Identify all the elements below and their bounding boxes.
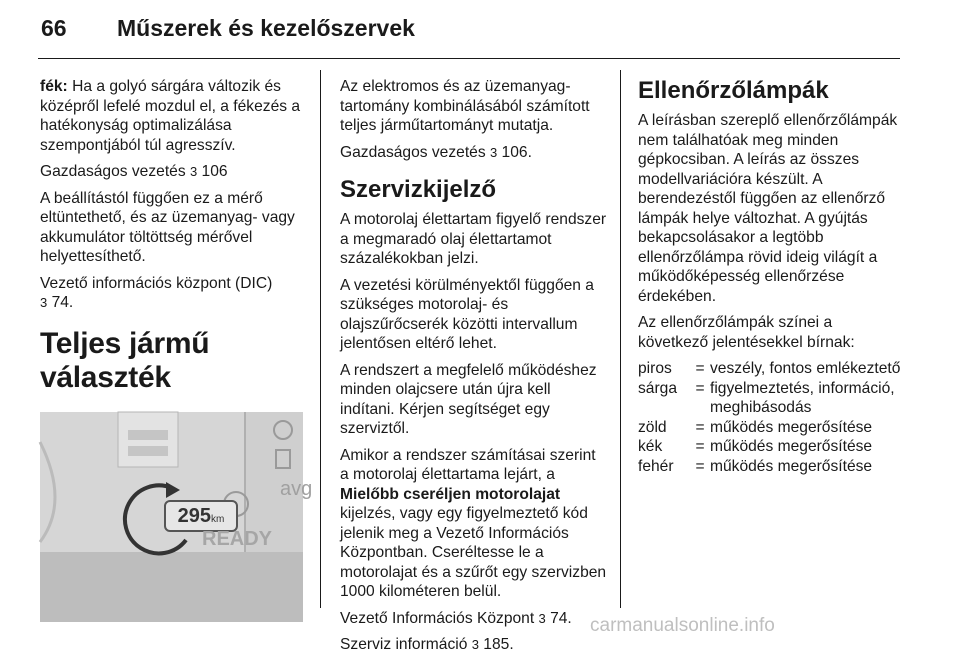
- paragraph: Az ellenőrzőlámpák színei a következő jelentésekkel bírnak:: [638, 314, 855, 351]
- paragraph: A motorolaj élettartam figyelő rendszer a megmaradó olaj élettartamot százalékokban jelzi.: [340, 211, 607, 267]
- legend-equals: =: [695, 360, 705, 377]
- arrow-ref-icon: 3: [538, 610, 546, 626]
- page-title: Műszerek és kezelőszervek: [117, 15, 415, 41]
- cross-reference-text: Vezető információs központ (DIC): [40, 274, 273, 292]
- section-heading: Ellenőrzőlámpák: [638, 77, 829, 104]
- page-header: [0, 0, 960, 62]
- page-reference[interactable]: 74.: [545, 609, 572, 627]
- cluster-bottom: [40, 552, 303, 622]
- cross-reference-text: Gazdaságos vezetés: [40, 163, 186, 180]
- cross-reference-text: Gazdaságos vezetés: [340, 143, 486, 161]
- column-right: [638, 77, 906, 476]
- legend-color: sárga: [638, 379, 678, 397]
- page-reference[interactable]: 106: [197, 163, 228, 180]
- color-legend-table: [638, 359, 906, 476]
- table-row: [638, 457, 906, 477]
- legend-color: fehér: [638, 457, 674, 475]
- legend-color: kék: [638, 438, 663, 455]
- page-reference[interactable]: 185.: [478, 636, 514, 653]
- cross-reference-text: Vezető Információs Központ: [340, 609, 535, 627]
- legend-equals: =: [695, 438, 705, 455]
- page-reference[interactable]: 106.: [497, 143, 532, 161]
- section-heading: Teljes jármű választék: [40, 326, 210, 394]
- column-middle: [340, 77, 608, 662]
- paragraph: [40, 162, 308, 182]
- table-row: [638, 437, 906, 457]
- legend-color: piros: [638, 360, 672, 377]
- section-heading: Szervizkijelző: [340, 176, 497, 203]
- legend-equals: =: [695, 457, 705, 475]
- legend-meaning: működés megerősítése: [710, 457, 873, 475]
- page-number: 66: [41, 15, 67, 41]
- term-label: fék:: [40, 78, 68, 95]
- paragraph-text: kijelzés, vagy egy figyelmeztető kód jelenik meg a Vezető Információs Központban. Cseréltesse le a motorolajat és a szűrőt egy szervizben 1000 kilométeren belül.: [340, 505, 607, 600]
- odometer-readout: [164, 500, 238, 532]
- cross-reference-text: Szerviz információ: [340, 636, 468, 653]
- paragraph: [340, 635, 608, 655]
- watermark: carmanualsonline.info: [590, 615, 775, 636]
- legend-meaning: figyelmeztetés, információ, meghibásodás: [710, 379, 895, 416]
- message-label: Mielőbb cseréljen motorolajat: [340, 485, 561, 503]
- column-left: [40, 77, 313, 622]
- legend-color: zöld: [638, 418, 667, 436]
- arrow-ref-icon: 3: [489, 144, 498, 160]
- paragraph: A leírásban szereplő ellenőrzőlámpák nem találhatóak meg minden gépkocsiban. A leírás az összes modellvariációra készült. A berendezéstől függően az ellenőrző lámpák helye változhat. A gyújtás bekapcsolásakor a legtöbb ellenőrzőlámpa rövid ideig világít a működőképesség ellenőrzése érdekében.: [638, 112, 898, 305]
- paragraph: [340, 446, 608, 602]
- paragraph: [340, 609, 608, 629]
- paragraph: A beállítástól függően ez a mérő eltüntethető, és az üzemanyag- vagy akkumulátor töltöttség mérővel helyettesíthető.: [40, 189, 295, 265]
- ready-indicator: READY: [202, 527, 273, 550]
- paragraph: [40, 77, 308, 155]
- odometer-value: 295: [177, 504, 212, 527]
- legend-meaning: működés megerősítése: [710, 418, 873, 436]
- odometer-unit: km: [211, 513, 225, 525]
- arrow-ref-icon: 3: [471, 637, 479, 652]
- table-row: [638, 379, 906, 418]
- arrow-ref-icon: 3: [40, 295, 48, 310]
- legend-equals: =: [695, 418, 705, 436]
- page-reference[interactable]: 74.: [47, 294, 74, 311]
- arrow-ref-icon: 3: [189, 164, 198, 179]
- column-divider: [320, 70, 321, 608]
- header-divider: [38, 58, 900, 59]
- legend-equals: =: [695, 379, 705, 397]
- table-row: [638, 359, 906, 379]
- paragraph: A rendszert a megfelelő működéshez minden olajcsere után újra kell indítani. Kérjen segítséget egy szerviztől.: [340, 361, 597, 437]
- legend-meaning: veszély, fontos emlékeztető: [710, 360, 901, 377]
- column-divider: [620, 70, 621, 608]
- paragraph-text: Ha a golyó sárgára változik és középről lefelé mozdul el, a fékezés a hatékonyság optimalizálása szempontjából túl agresszív.: [40, 78, 301, 154]
- avg-label: avg: [280, 477, 313, 500]
- instrument-cluster-illustration: [40, 412, 313, 622]
- paragraph: [340, 143, 608, 163]
- paragraph-text: Amikor a rendszer számításai szerint a motorolaj élettartama lejárt, a: [340, 446, 596, 483]
- legend-meaning: működés megerősítése: [710, 438, 873, 455]
- table-row: [638, 418, 906, 438]
- paragraph: A vezetési körülményektől függően a szükséges motorolaj- és olajszűrőcserék közötti intervallum jelentősen eltérő lehet.: [340, 276, 594, 352]
- paragraph: [40, 274, 308, 313]
- paragraph: Az elektromos és az üzemanyag- tartomány kombinálásából számított teljes járműtartományt mutatja.: [340, 78, 590, 134]
